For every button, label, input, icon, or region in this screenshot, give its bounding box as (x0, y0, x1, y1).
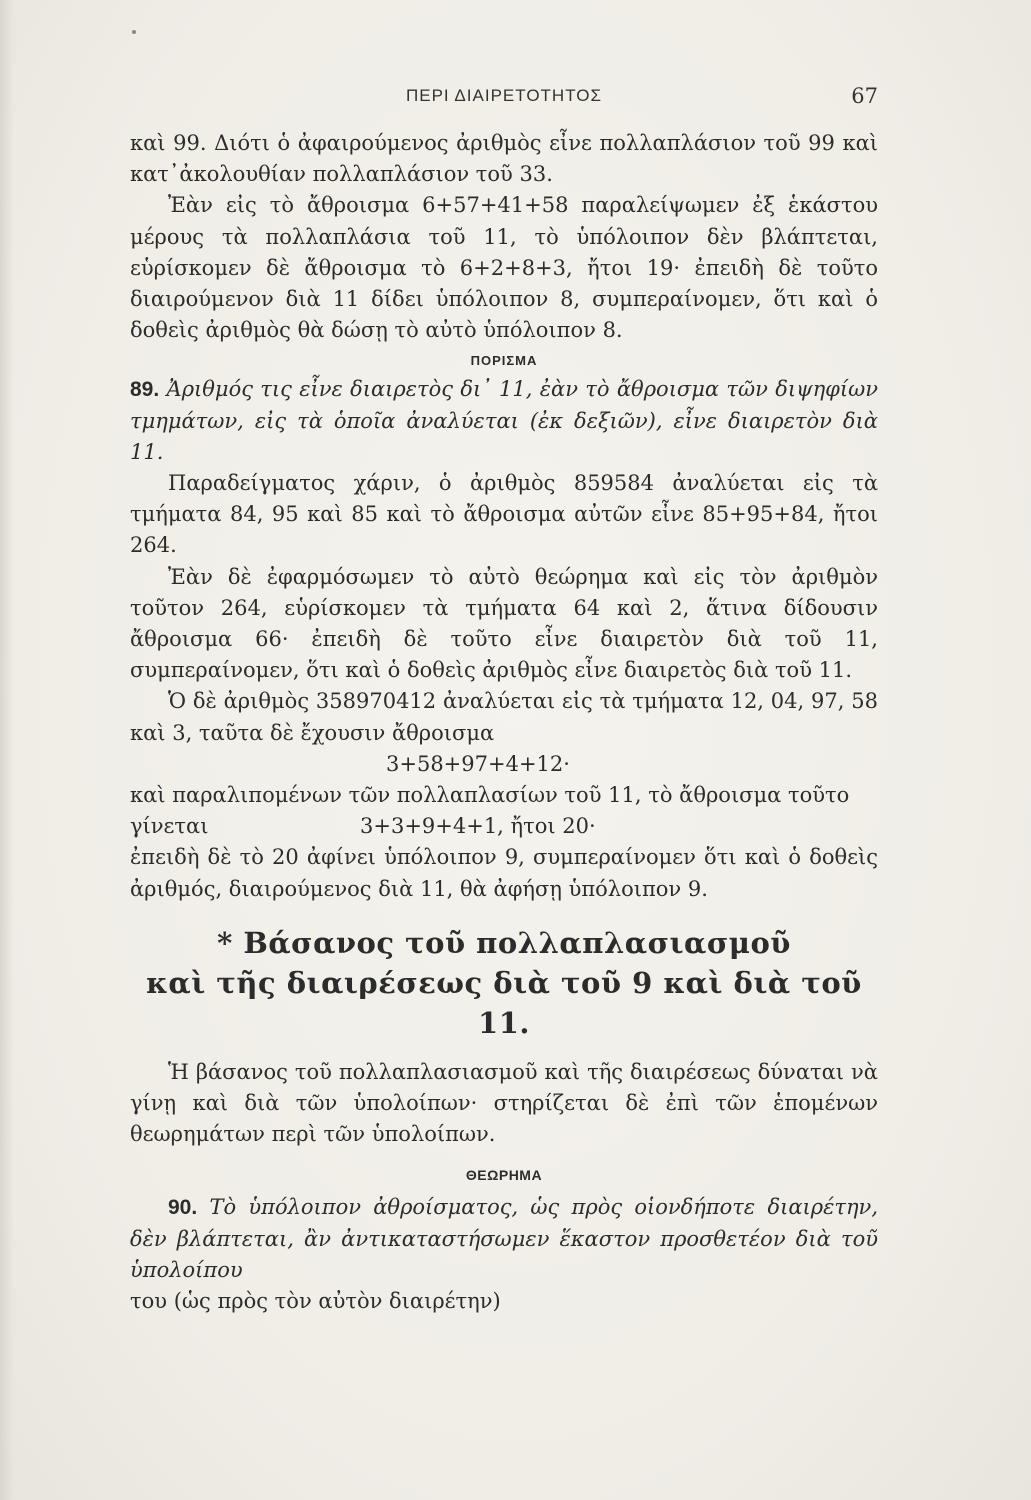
paragraph-example-859584: Παραδείγματος χάριν, ὁ ἀριθμὸς 859584 ἀναλύεται εἰς τὰ τμήματα 84, 95 καὶ 85 καὶ τὸ ἄθροισμα αὐτῶν εἶνε 85+95+84, ἤτοι 264. (130, 471, 878, 558)
paragraph-example-264: Ἐὰν δὲ ἐφαρμόσωμεν τὸ αὐτὸ θεώρημα καὶ εἰς τὸν ἀριθμὸν τοῦτον 264, εὑρίσκομεν τὰ τμήματα 64 καὶ 2, ἅτινα δίδουσιν ἄθροισμα 66· ἐπειδὴ δὲ τοῦτο εἶνε διαιρετὸν διὰ τοῦ 11, συμπεραίνομεν, ὅτι καὶ ὁ δοθεὶς ἀριθμὸς εἶνε διαιρετὸς διὰ τοῦ 11. (130, 564, 878, 683)
formula-reduced (130, 811, 878, 842)
section-90 (130, 1192, 878, 1286)
section-number: 89. (130, 378, 160, 402)
running-title: ΠΕΡΙ ΔΙΑΙΡΕΤΟΤΗΤΟΣ (405, 86, 603, 105)
formula-sum: 3+58+97+4+12· (386, 751, 570, 776)
section-90-continuation: του (ὡς πρὸς τὸν αὐτὸν διαιρέτην) (130, 1289, 501, 1314)
formula-label: γίνεται (130, 814, 209, 839)
paragraph-omitting-multiples: καὶ παραλιπομένων τῶν πολλαπλασίων τοῦ 11, τὸ ἄθροισμα τοῦτο (130, 783, 850, 808)
page-body (130, 128, 878, 1317)
section-heading-line-1: * Βάσανος τοῦ πολλαπλασιασμοῦ (217, 925, 791, 960)
paragraph-continuation: καὶ 99. Διότι ὁ ἀφαιρούμενος ἀριθμὸς εἶνε πολλαπλάσιον τοῦ 99 καὶ κατ᾽ἀκολουθίαν πολλαπλάσιον τοῦ 33. (130, 131, 878, 187)
paragraph-example-sum: Ἐὰν εἰς τὸ ἄθροισμα 6+57+41+58 παραλείψωμεν ἐξ ἑκάστου μέρους τὰ πολλαπλάσια τοῦ 11, τὸ ὑπόλοιπον δὲν βλάπτεται, εὑρίσκομεν δὲ ἄθροισμα τὸ 6+2+8+3, ἤτοι 19· ἐπειδὴ δὲ τοῦτο διαιρούμενον διὰ 11 δίδει ὑπόλοιπον 8, συμπεραίνομεν, ὅτι καὶ ὁ δοθεὶς ἀριθμὸς θὰ δώσῃ τὸ αὐτὸ ὑπόλοιπον 8. (130, 193, 878, 343)
paragraph-proof-by-remainders: Ἡ βάσανος τοῦ πολλαπλασιασμοῦ καὶ τῆς διαιρέσεως δύναται νὰ γίνῃ καὶ διὰ τῶν ὑπολοίπων· στηρίζεται δὲ ἐπὶ τῶν ἑπομένων θεωρημάτων περὶ τῶν ὑπολοίπων. (130, 1059, 878, 1147)
page-header (130, 82, 878, 112)
section-number: 90. (168, 1196, 198, 1220)
page-number: 67 (851, 84, 878, 108)
section-89-statement: Ἀριθμός τις εἶνε διαιρετὸς δι᾽ 11, ἐὰν τὸ ἄθροισμα τῶν διψηφίων τμημάτων, εἰς τὰ ὁποῖα ἀναλύεται (ἐκ δεξιῶν), εἶνε διαιρετὸν διὰ 11. (130, 377, 878, 464)
section-heading-line-2: καὶ τῆς διαιρέσεως διὰ τοῦ 9 καὶ διὰ τοῦ 11. (146, 965, 862, 1040)
section-89 (130, 374, 878, 468)
section-90-statement: Τὸ ὑπόλοιπον ἀθροίσματος, ὡς πρὸς οἱονδήποτε διαιρέτην, δὲν βλάπτεται, ἂν ἀντικαταστήσωμεν ἕκαστον προσθετέον διὰ τοῦ ὑπολοίπου (130, 1195, 878, 1282)
page-edge-shadow (0, 0, 14, 1500)
formula-reduced-sum: 3+3+9+4+1, ἤτοι 20· (360, 814, 596, 839)
speck (132, 30, 136, 34)
theorem-heading: ΘΕΩΡΗΜΑ (465, 1167, 543, 1184)
paragraph-example-358970412: Ὁ δὲ ἀριθμὸς 358970412 ἀναλύεται εἰς τὰ τμήματα 12, 04, 97, 58 καὶ 3, ταῦτα δὲ ἔχουσιν ἄθροισμα (130, 689, 878, 745)
porisma-heading: ΠΟΡΙΣΜΑ (470, 353, 538, 369)
paragraph-conclusion: ἐπειδὴ δὲ τὸ 20 ἀφίνει ὑπόλοιπον 9, συμπεραίνομεν ὅτι καὶ ὁ δοθεὶς ἀριθμός, διαιρούμενος διὰ 11, θὰ ἀφήσῃ ὑπόλοιπον 9. (130, 845, 878, 901)
